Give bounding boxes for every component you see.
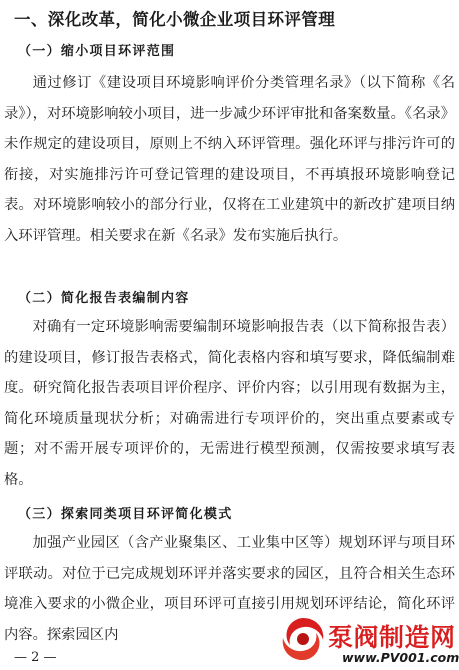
watermark-name: 泵阀制造网 — [328, 623, 456, 652]
subsection-heading-2: （二）简化报告表编制内容 — [18, 291, 190, 306]
watermark-url: www.PV001.com — [342, 650, 459, 665]
watermark — [268, 612, 459, 670]
paragraph-1: 通过修订《建设项目环境影响评价分类管理名录》（以下简称《名录》），对环境影响较小项目，进一步减少环评审批和备案数量。《名录》未作规定的建设项目，原则上不纳入环评管理。强化环评与排污许可的衔接，对实施排污许可登记管理的建设项目，不再填报环境影响登记表。对环境影响较小的部分行业，仅将在工业建筑中的新改扩建项目纳入环评管理。相关要求在新《名录》发布实施后执行。 — [4, 75, 455, 244]
paragraph-3: 加强产业园区（含产业聚集区、工业集中区等）规划环评与项目环评联动。对位于已完成规划环评并落实要求的园区，且符合相关生态环境准入要求的小微企业，项目环评可直接引用规划环评结论，简化环评内容。探索园区内 — [4, 535, 455, 643]
subsection-heading-1: （一）缩小项目环评范围 — [18, 44, 176, 59]
subsection-heading-3: （三）探索同类项目环评简化模式 — [18, 507, 233, 522]
paragraph-2: 对确有一定环境影响需要编制环境影响报告表（以下简称报告表）的建设项目，修订报告表格式，简化表格内容和填写要求，降低编制难度。研究简化报告表项目评价程序、评价内容；以引用现有数据为主，简化环境质量现状分析；对确需进行专项评价的，突出重点要素或专题；对不需开展专项评价的，无需进行模型预测，仅需按要求填写表格。 — [4, 319, 455, 488]
page-number: — 2 — — [14, 650, 57, 665]
red-swirl-logo-icon — [278, 614, 328, 664]
section-heading: 一、深化改革，简化小微企业项目环评管理 — [14, 10, 336, 29]
